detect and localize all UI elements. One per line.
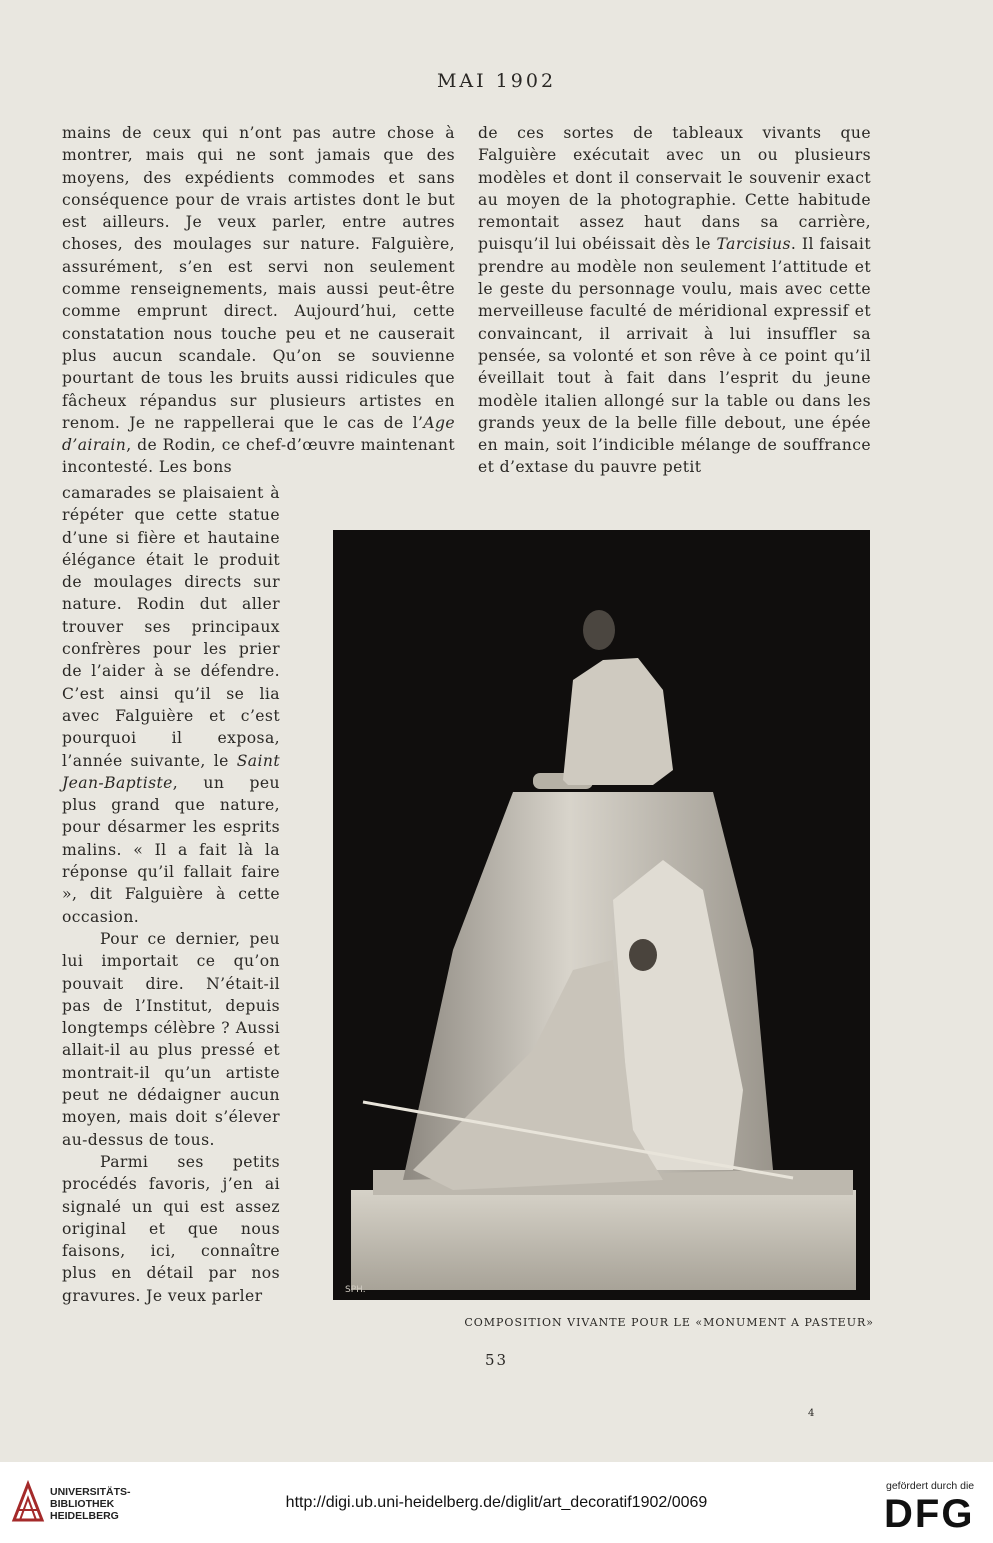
photograph-plate [333,530,870,1300]
svg-text:SPH.: SPH. [345,1285,366,1295]
library-name-line: HEIDELBERG [50,1510,119,1522]
paragraph-text: , un peu plus grand que nature, pour désarmer les esprits malins. « Il a fait là la réponse qu’il fallait faire », dit Falguière à cette occasion. [62,773,280,926]
paragraph-text: . Il faisait prendre au modèle non seulement l’attitude et le geste du personnage voulu, mais avec cette merveilleuse faculté de méridional expressif et convaincant, il arrivait à lui insuffler sa pensée, sa volonté et son rêve à ce point qu’il éveillait tout à fait dans l’esprit du jeune modèle italien allongé sur la table ou dans les grands yeux de la belle fille debout, une épée en main, soit l’indicible mélange de souffrance et d’extase du pauvre petit [478,235,871,477]
sculpture-photograph [333,530,870,1300]
left-column-text [62,122,455,479]
artwork-title: Age d’airain [62,413,455,455]
paragraph-text: camarades se plaisaient à répéter que cette statue d’une si fière et hautaine élégance était le produit de moulages directs sur nature. Rodin dut aller trouver ses principaux confrères pour les prier de l’aider à se défendre. C’est ainsi qu’il se lia avec Falguière et c’est pourquoi il exposa, l’année suivante, le [62,484,280,770]
dfg-logo: DFG [884,1492,975,1536]
artwork-title: Saint Jean-Baptiste [62,751,280,792]
figure-caption: COMPOSITION VIVANTE POUR LE «MONUMENT A PASTEUR» [464,1316,874,1329]
signature-mark: 4 [808,1408,815,1419]
page-number: 53 [484,1351,509,1369]
right-column-text [478,122,871,479]
paragraph-text: de ces sortes de tableaux vivants que Falguière exécutait avec un ou plusieurs modèles et dont il conservait le souvenir exact au moyen de la photographie. Cette habitude remontait assez haut dans sa carrière, puisqu’il lui obéissait dès le [478,124,871,254]
library-name-line: BIBLIOTHEK [50,1498,115,1510]
paragraph: Parmi ses petits procédés favoris, j’en ai signalé un qui est assez original et que nous faisons, ici, connaître plus en détail par nos gravures. Je veux parler [62,1152,280,1305]
artwork-title: Tarcisius [716,235,791,254]
paragraph: Pour ce dernier, peu lui importait ce qu’on pouvait dire. N’était-il pas de l’Institut, depuis longtemps célèbre ? Aussi allait-il au plus pressé et montrait-il qu’un artiste peut ne dédaigner aucun moyen, mais doit s’élever au-dessus de tous. [62,929,280,1149]
library-name-line: UNIVERSITÄTS- [50,1486,131,1498]
funder-label: gefördert durch die [886,1480,975,1492]
left-narrow-column-text [62,482,280,1307]
permalink-url[interactable]: http://digi.ub.uni-heidelberg.de/diglit/art_decoratif1902/0069 [285,1494,708,1511]
paragraph-text: mains de ceux qui n’ont pas autre chose à montrer, mais qui ne sont jamais que des moyens, des expédients commodes et sans conséquence pour de vrais artistes dont le but est ailleurs. Je veux parler, entre autres choses, des moulages sur nature. Falguière, assurément, s’en est servi non seulement comme renseignements, mais aussi peut-être comme emprunt direct. Aujourd’hui, cette constatation nous touche peu et ne causerait plus aucun scandale. Qu’on se souvienne pourtant de tous les bruits aussi ridicules que fâcheux répandus sur plusieurs artistes en renom. Je ne rappellerai que le cas de l’ [62,124,455,432]
digitization-footer [0,1462,993,1543]
paragraph-text: , de Rodin, ce chef-d’œuvre maintenant incontesté. Les bons [62,436,455,477]
running-title: MAI 1902 [436,70,557,92]
